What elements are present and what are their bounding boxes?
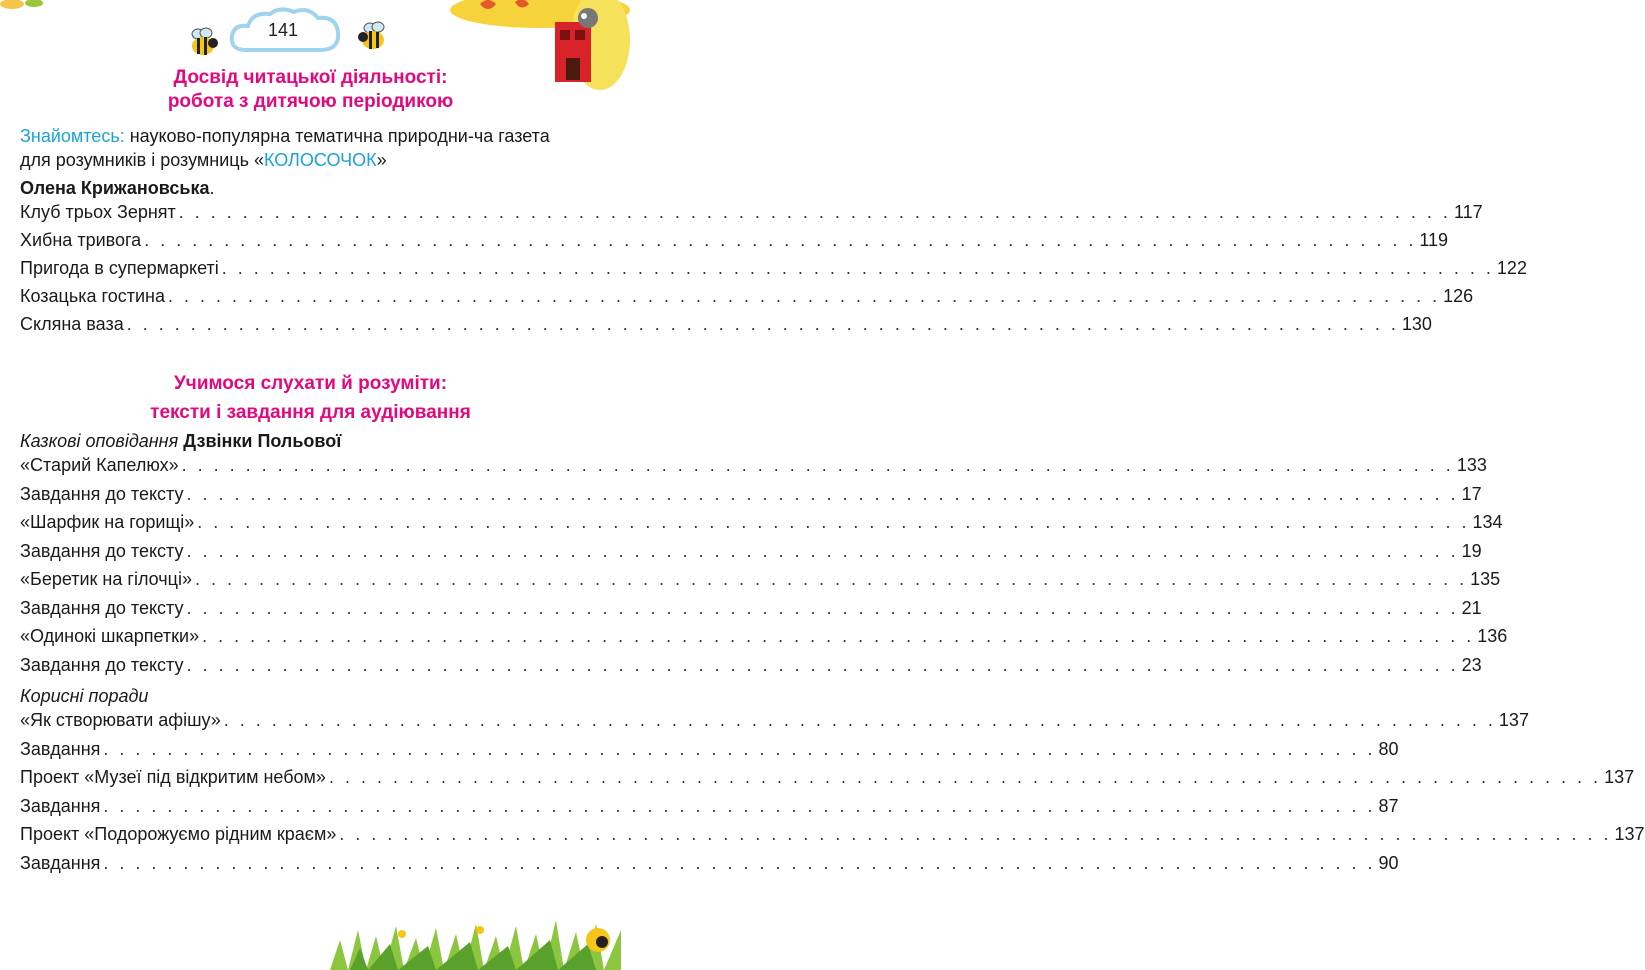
toc-leader: . . . . . . . . . . . . . . . . . . . . . . . . . . . . . . . . . . . . . . . . . . . . . . . . . . . . . . . . . . . . . . . . . . . . . . . . . . . . . . . . bbox=[126, 314, 1399, 334]
section-title: тексти і завдання для аудіювання bbox=[150, 402, 471, 423]
toc-title: Завдання до тексту bbox=[20, 654, 184, 675]
toc-row bbox=[20, 537, 1482, 563]
toc-title: «Беретик на гілочці» bbox=[20, 569, 192, 589]
author-suffix: . bbox=[209, 178, 215, 198]
page-number: 141 bbox=[267, 20, 299, 40]
toc-row bbox=[20, 820, 1645, 846]
toc-leader: . . . . . . . . . . . . . . . . . . . . . . . . . . . . . . . . . . . . . . . . . . . . . . . . . . . . . . . . . . . . . . . . . . . . . . . . . . . . . . . . bbox=[202, 626, 1475, 646]
toc-row bbox=[20, 594, 1482, 620]
toc-row bbox=[20, 480, 1482, 506]
author-name: Олена Крижановська bbox=[20, 178, 210, 198]
toc-row bbox=[20, 508, 1503, 534]
toc-page-number: 130 bbox=[1401, 314, 1432, 334]
toc-leader: . . . . . . . . . . . . . . . . . . . . . . . . . . . . . . . . . . . . . . . . . . . . . . . . . . . . . . . . . . . . . . . . . . . . . . . . . . . . . . . . bbox=[186, 483, 1459, 504]
toc-leader: . . . . . . . . . . . . . . . . . . . . . . . . . . . . . . . . . . . . . . . . . . . . . . . . . . . . . . . . . . . . . . . . . . . . . . . . . . . . . . . . bbox=[328, 767, 1602, 787]
toc-row bbox=[20, 310, 1432, 336]
toc-leader: . . . . . . . . . . . . . . . . . . . . . . . . . . . . . . . . . . . . . . . . . . . . . . . . . . . . . . . . . . . . . . . . . . . . . . . . . . . . . . . . bbox=[339, 824, 1612, 844]
toc-leader: . . . . . . . . . . . . . . . . . . . . . . . . . . . . . . . . . . . . . . . . . . . . . . . . . . . . . . . . . . . . . . . . . . . . . . . . . . . . . . . . bbox=[221, 258, 1494, 278]
toc-row bbox=[20, 565, 1501, 591]
toc-leader: . . . . . . . . . . . . . . . . . . . . . . . . . . . . . . . . . . . . . . . . . . . . . . . . . . . . . . . . . . . . . . . . . . . . . . . . . . . . . . . . bbox=[167, 286, 1441, 306]
toc-row bbox=[20, 763, 1635, 789]
toc-title: Проект «Музеї під відкритим небом» bbox=[20, 767, 326, 787]
toc-page-number: 87 bbox=[1378, 795, 1399, 816]
toc-leader: . . . . . . . . . . . . . . . . . . . . . . . . . . . . . . . . . . . . . . . . . . . . . . . . . . . . . . . . . . . . . . . . . . . . . . . . . . . . . . . . bbox=[103, 738, 1376, 759]
toc-leader: . . . . . . . . . . . . . . . . . . . . . . . . . . . . . . . . . . . . . . . . . . . . . . . . . . . . . . . . . . . . . . . . . . . . . . . . . . . . . . . . bbox=[186, 654, 1459, 675]
author-prefix: Казкові оповідання bbox=[20, 431, 184, 451]
intro-paragraph bbox=[20, 124, 580, 172]
grass-decoration bbox=[330, 890, 621, 970]
author-heading bbox=[20, 429, 341, 453]
newspaper-name: КОЛОСОЧОК bbox=[263, 150, 377, 170]
subsection-heading: Корисні поради bbox=[20, 686, 149, 706]
toc-page-number: 133 bbox=[1456, 455, 1487, 475]
toc-page-number: 90 bbox=[1378, 852, 1399, 873]
toc-page-number: 21 bbox=[1461, 597, 1482, 618]
toc-page-number: 23 bbox=[1461, 654, 1482, 675]
toc-title: Козацька гостина bbox=[20, 286, 165, 306]
toc-title: Клуб трьох Зернят bbox=[20, 202, 176, 222]
toc-row bbox=[20, 226, 1449, 252]
toc-title: Хибна тривога bbox=[20, 230, 142, 250]
toc-page-number: 137 bbox=[1498, 710, 1529, 730]
toc-leader: . . . . . . . . . . . . . . . . . . . . . . . . . . . . . . . . . . . . . . . . . . . . . . . . . . . . . . . . . . . . . . . . . . . . . . . . . . . . . . . . bbox=[223, 710, 1496, 730]
intro-label: Знайомтесь: bbox=[20, 126, 125, 146]
toc-row bbox=[20, 651, 1482, 677]
toc-title: Скляна ваза bbox=[20, 314, 124, 334]
toc-title: Завдання bbox=[20, 795, 101, 816]
section-title: Досвід читацької діяльності: bbox=[173, 67, 448, 88]
toc-row bbox=[20, 198, 1483, 224]
leaves-decoration bbox=[0, 0, 60, 14]
intro-text: науково-популярна тематична природни-ча газета для розумників і розумниць « bbox=[20, 126, 550, 170]
toc-leader: . . . . . . . . . . . . . . . . . . . . . . . . . . . . . . . . . . . . . . . . . . . . . . . . . . . . . . . . . . . . . . . . . . . . . . . . . . . . . . . . bbox=[181, 455, 1454, 475]
section-title: робота з дитячою періодикою bbox=[167, 91, 454, 112]
toc-page-number: 137 bbox=[1604, 767, 1635, 787]
toc-page-number: 137 bbox=[1614, 824, 1645, 844]
toc-leader: . . . . . . . . . . . . . . . . . . . . . . . . . . . . . . . . . . . . . . . . . . . . . . . . . . . . . . . . . . . . . . . . . . . . . . . . . . . . . . . . bbox=[144, 230, 1417, 250]
toc-title: Завдання до тексту bbox=[20, 540, 184, 561]
toc-leader: . . . . . . . . . . . . . . . . . . . . . . . . . . . . . . . . . . . . . . . . . . . . . . . . . . . . . . . . . . . . . . . . . . . . . . . . . . . . . . . . bbox=[194, 569, 1468, 589]
bee-icon bbox=[186, 26, 220, 60]
toc-row bbox=[20, 254, 1527, 280]
toc-leader: . . . . . . . . . . . . . . . . . . . . . . . . . . . . . . . . . . . . . . . . . . . . . . . . . . . . . . . . . . . . . . . . . . . . . . . . . . . . . . . . bbox=[178, 202, 1451, 222]
toc-page-number: 119 bbox=[1419, 230, 1449, 250]
toc-title: «Старий Капелюх» bbox=[20, 455, 179, 475]
toc-leader: . . . . . . . . . . . . . . . . . . . . . . . . . . . . . . . . . . . . . . . . . . . . . . . . . . . . . . . . . . . . . . . . . . . . . . . . . . . . . . . . bbox=[103, 795, 1376, 816]
toc-leader: . . . . . . . . . . . . . . . . . . . . . . . . . . . . . . . . . . . . . . . . . . . . . . . . . . . . . . . . . . . . . . . . . . . . . . . . . . . . . . . . bbox=[197, 512, 1470, 532]
toc-leader: . . . . . . . . . . . . . . . . . . . . . . . . . . . . . . . . . . . . . . . . . . . . . . . . . . . . . . . . . . . . . . . . . . . . . . . . . . . . . . . . bbox=[103, 852, 1376, 873]
intro-close: » bbox=[376, 150, 387, 170]
toc-row bbox=[20, 622, 1508, 648]
toc-row bbox=[20, 849, 1399, 875]
author-heading bbox=[20, 176, 215, 200]
toc-title: Завдання до тексту bbox=[20, 597, 184, 618]
author-name: Дзвінки Польової bbox=[183, 431, 342, 451]
toc-title: Завдання до тексту bbox=[20, 483, 184, 504]
toc-page-number: 80 bbox=[1378, 738, 1399, 759]
toc-title: Проект «Подорожуємо рідним краєм» bbox=[20, 824, 337, 844]
toc-row bbox=[20, 706, 1529, 732]
toc-page-number: 122 bbox=[1496, 258, 1527, 278]
toc-page-number: 135 bbox=[1470, 569, 1501, 589]
toc-title: Завдання bbox=[20, 738, 101, 759]
toc-title: «Одинокі шкарпетки» bbox=[20, 626, 200, 646]
toc-row bbox=[20, 451, 1487, 477]
toc-row bbox=[20, 282, 1474, 308]
toc-leader: . . . . . . . . . . . . . . . . . . . . . . . . . . . . . . . . . . . . . . . . . . . . . . . . . . . . . . . . . . . . . . . . . . . . . . . . . . . . . . . . bbox=[186, 597, 1459, 618]
toc-page-number: 17 bbox=[1461, 483, 1482, 504]
toc-page-number: 126 bbox=[1443, 286, 1474, 306]
toc-leader: . . . . . . . . . . . . . . . . . . . . . . . . . . . . . . . . . . . . . . . . . . . . . . . . . . . . . . . . . . . . . . . . . . . . . . . . . . . . . . . . bbox=[186, 540, 1459, 561]
section-title: Учимося слухати й розуміти: bbox=[173, 373, 448, 394]
toc-title: Пригода в супермаркеті bbox=[20, 258, 219, 278]
toc-row bbox=[20, 792, 1399, 818]
toc-row bbox=[20, 735, 1399, 761]
toc-page-number: 117 bbox=[1453, 202, 1483, 222]
toc-title: «Шарфик на горищі» bbox=[20, 512, 195, 532]
toc-title: «Як створювати афішу» bbox=[20, 710, 221, 730]
bee-icon bbox=[356, 20, 390, 54]
toc-page-number: 136 bbox=[1477, 626, 1508, 646]
toc-page-number: 134 bbox=[1472, 512, 1503, 532]
toc-title: Завдання bbox=[20, 852, 101, 873]
toc-page-number: 19 bbox=[1461, 540, 1482, 561]
